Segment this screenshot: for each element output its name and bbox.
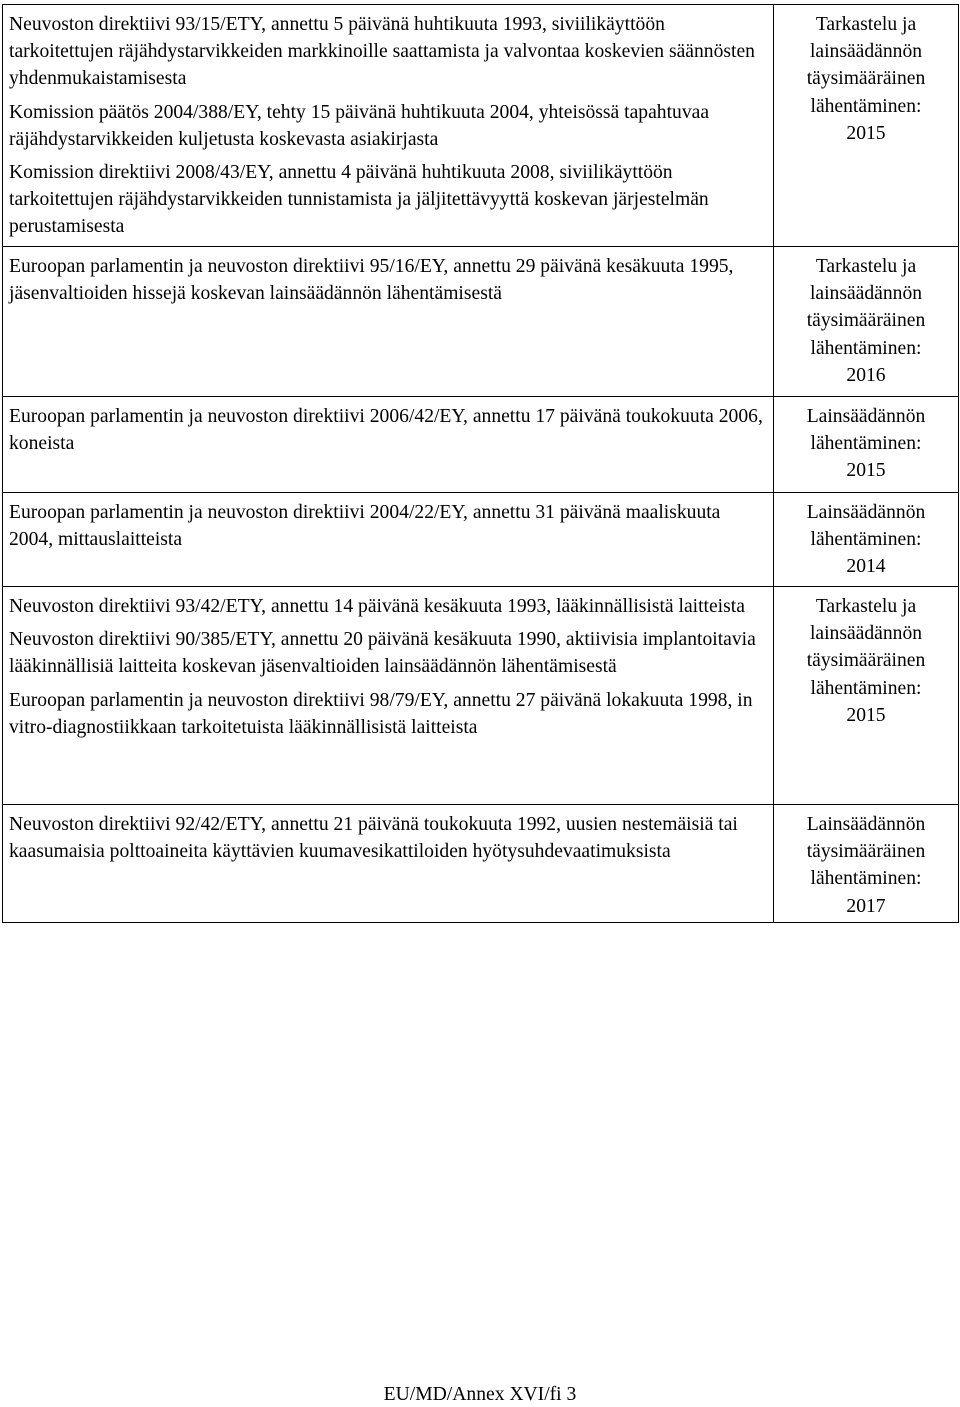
page-footer: EU/MD/Annex XVI/fi 3 [383,1384,577,1405]
legislation-item: Neuvoston direktiivi 93/42/ETY, annettu 14 päivänä kesäkuuta 1993, lääkinnällisistä laitteista [9,596,745,617]
legislation-item: Euroopan parlamentin ja neuvoston direktiivi 2004/22/EY, annettu 31 päivänä maaliskuuta 2004, mittauslaitteista [9,502,721,551]
legislation-cell [3,493,774,587]
status-text: Lainsäädännön täysimääräinen lähentäminen: 2017 [806,814,926,917]
table-row [3,5,959,247]
status-cell [774,247,959,397]
status-cell [774,397,959,493]
status-cell [774,493,959,587]
legislation-item: Neuvoston direktiivi 92/42/ETY, annettu 21 päivänä toukokuuta 1992, uusien nestemäisiä tai kaasumaisia polttoaineita käyttävien kuumavesikattiloiden hyötysuhdevaatimuksista [9,814,738,863]
legislation-item: Komission päätös 2004/388/EY, tehty 15 päivänä huhtikuuta 2004, yhteisössä tapahtuvaa räjähdystarvikkeiden kuljetusta koskevasta asiakirjasta [9,101,710,150]
legislation-cell [3,805,774,923]
legislation-item: Euroopan parlamentin ja neuvoston direktiivi 98/79/EY, annettu 27 päivänä lokakuuta 1998, in vitro-diagnostiikkaan tarkoitetuista lääkinnällisistä laitteista [9,689,753,738]
legislation-cell [3,397,774,493]
legislation-item: Neuvoston direktiivi 93/15/ETY, annettu 5 päivänä huhtikuuta 1993, siviilikäyttöön tarkoitettujen räjähdystarvikkeiden markkinoille saattamista ja valvontaa koskevien säännösten yhdenmukaistamisesta [9,14,755,90]
table-row [3,247,959,397]
legislation-item: Komission direktiivi 2008/43/EY, annettu 4 päivänä huhtikuuta 2008, siviilikäyttöön tarkoitettujen räjähdystarvikkeiden tunnistamista ja jäljitettävyyttä koskevan järjestelmän perustamisesta [9,162,709,238]
table-row [3,587,959,805]
table-row [3,493,959,587]
status-text: Lainsäädännön lähentäminen: 2014 [806,502,926,578]
legislation-table [2,4,959,923]
status-cell [774,5,959,247]
legislation-item: Euroopan parlamentin ja neuvoston direktiivi 2006/42/EY, annettu 17 päivänä toukokuuta 2006, koneista [9,406,763,455]
status-text: Tarkastelu ja lainsäädännön täysimääräinen lähentäminen: 2015 [806,596,926,726]
legislation-cell [3,587,774,805]
status-cell [774,587,959,805]
status-cell [774,805,959,923]
legislation-item: Neuvoston direktiivi 90/385/ETY, annettu 20 päivänä kesäkuuta 1990, aktiivisia implantoitavia lääkinnällisiä laitteita koskevan jäsenvaltioiden lainsäädännön lähentämisestä [9,629,756,678]
status-text: Tarkastelu ja lainsäädännön täysimääräinen lähentäminen: 2015 [806,14,926,144]
legislation-cell [3,247,774,397]
table-row [3,805,959,923]
table-row [3,397,959,493]
status-text: Tarkastelu ja lainsäädännön täysimääräinen lähentäminen: 2016 [806,256,926,386]
legislation-item: Euroopan parlamentin ja neuvoston direktiivi 95/16/EY, annettu 29 päivänä kesäkuuta 1995, jäsenvaltioiden hissejä koskevan lainsäädännön lähentämisestä [9,256,734,305]
legislation-cell [3,5,774,247]
status-text: Lainsäädännön lähentäminen: 2015 [806,406,926,482]
